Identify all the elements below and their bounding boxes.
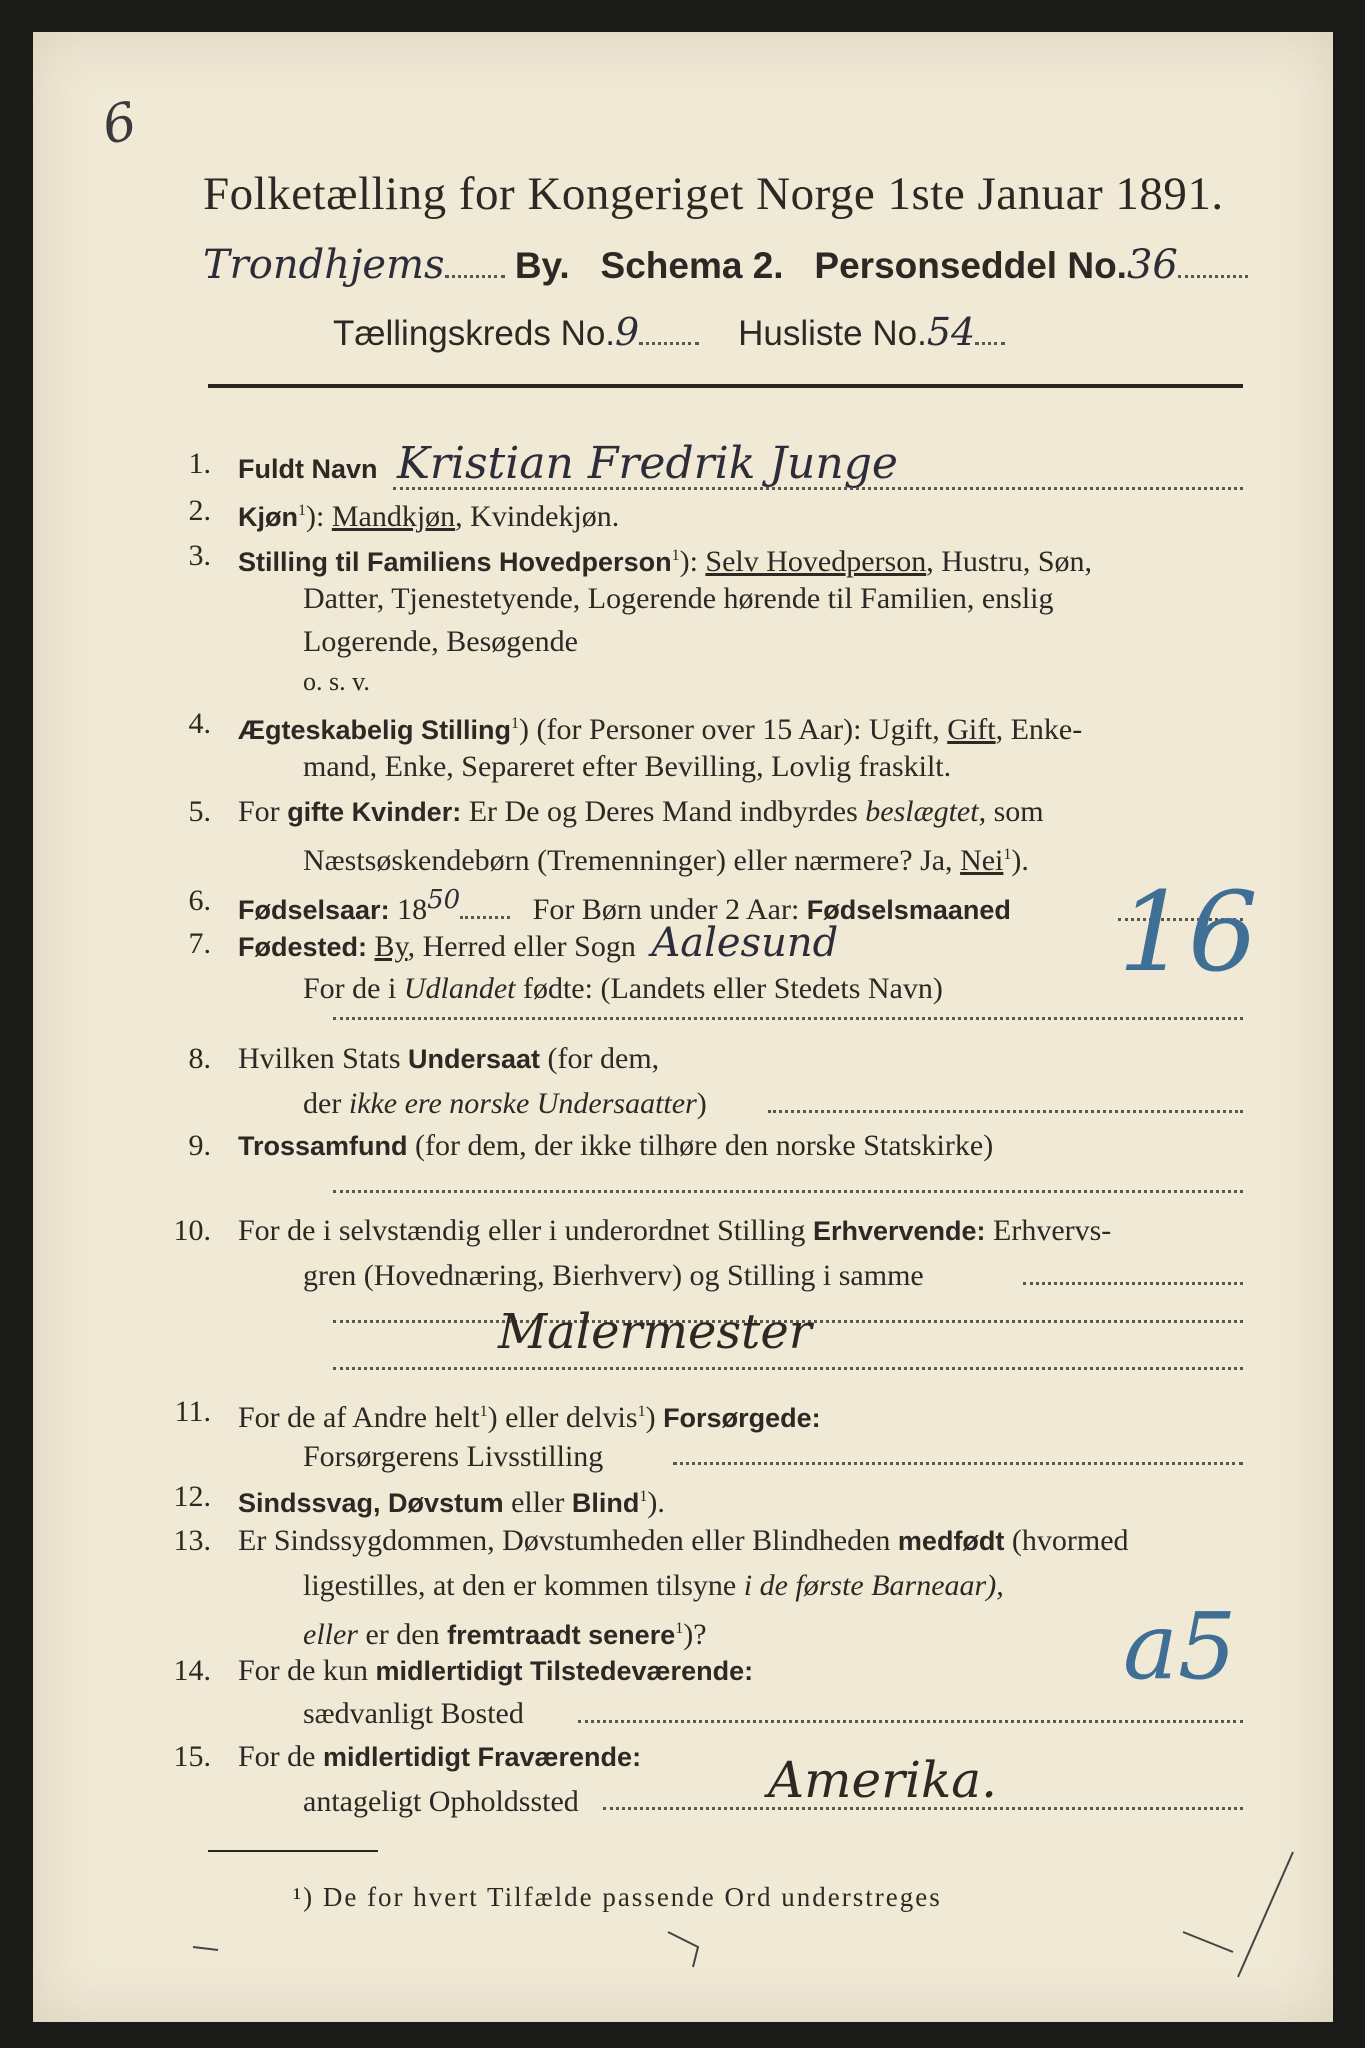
item-2-kjon: Kjøn$^1$): Mandkjøn, Kvindekjøn. (238, 500, 620, 533)
margin-code-a5: a5 (1123, 1593, 1237, 1700)
personseddel-label: Personseddel No. (814, 245, 1127, 286)
kreds-number: 9 (615, 310, 640, 354)
item-label: Ægteskabelig Stilling (238, 715, 512, 745)
item-label: Fuldt Navn (238, 454, 378, 484)
item-6-fodselsaar: Fødselsaar: 1850 For Børn under 2 Aar: Fødselsmaaned (238, 885, 1011, 926)
item-number: 9. (188, 1129, 211, 1162)
item-11-forsorgede: For de af Andre helt$^1$) eller delvis$^1$) Forsørgede: (238, 1401, 821, 1434)
item-15-fravaerende: For de midlertidigt Fraværende: (238, 1740, 642, 1773)
item-label: Forsørgede: (663, 1403, 821, 1433)
item-5-line-2: Næstsøskendebørn (Tremenninger) eller nærmere? Ja, Nei$^1$). (303, 844, 1029, 877)
item-15-line-2: antageligt Opholdssted (303, 1785, 579, 1818)
item-9-trossamfund: Trossamfund (for dem, der ikke tilhøre den norske Statskirke) (238, 1129, 994, 1162)
city-handwritten: Trondhjems (203, 242, 445, 288)
item-13-line-3: eller er den fremtraadt senere$^1$)? (303, 1618, 707, 1651)
abroad-answer: Amerika. (768, 1751, 998, 1809)
item-label: midlertidigt Fraværende: (323, 1742, 642, 1772)
item-number: 10. (173, 1214, 211, 1247)
item-number: 8. (188, 1042, 211, 1075)
item-14-tilstedevaerende: For de kun midlertidigt Tilstedeværende: (238, 1654, 754, 1687)
item-number: 5. (188, 795, 211, 828)
by-label: By. (514, 245, 570, 286)
item-13-medfodt: Er Sindssygdommen, Døvstumheden eller Blindheden medfødt (hvormed (238, 1524, 1129, 1557)
birthplace-answer: Aalesund (651, 920, 839, 966)
form-title: Folketælling for Kongeriget Norge 1ste Januar 1891. (203, 168, 1224, 220)
item-label: Stilling til Familiens Hovedperson (238, 547, 672, 577)
census-form (33, 32, 1333, 2022)
item-number: 12. (173, 1480, 211, 1513)
item-label: Fødested: (238, 932, 368, 962)
aegteskab-selected-option: Gift (947, 713, 996, 746)
item-number: 14. (173, 1654, 211, 1687)
schema-label: Schema 2. (600, 245, 784, 286)
item-3-line-2: Datter, Tjenestetyende, Logerende hørende til Familien, enslig (303, 582, 1054, 615)
item-13-line-2: ligestilles, at den er kommen tilsyne i de første Barneaar), (303, 1569, 1004, 1602)
item-label: Erhvervende: (812, 1216, 986, 1246)
fodested-selected-option: By (374, 930, 408, 963)
birth-year-handwritten: 50 (427, 885, 461, 915)
item-number: 4. (188, 707, 211, 740)
item-number: 3. (188, 539, 211, 572)
item-7-fodested: Fødested: By, Herred eller Sogn Aalesund (238, 920, 839, 966)
item-number: 13. (173, 1524, 211, 1557)
item-number: 15. (173, 1740, 211, 1773)
item-label: Trossamfund (238, 1131, 408, 1161)
item-label: Kjøn (238, 502, 298, 532)
item-11-line-2: Forsørgerens Livsstilling (303, 1440, 604, 1473)
item-8-line-2: der ikke ere norske Undersaatter) (303, 1087, 707, 1120)
item-4-line-2: mand, Enke, Separeret efter Bevilling, Lovlig fraskilt. (303, 750, 952, 783)
item-10-line-2: gren (Hovednæring, Bierhverv) og Stilling i samme (303, 1259, 924, 1292)
item-number: 7. (188, 927, 211, 960)
kreds-label: Tællingskreds No. (333, 314, 616, 353)
pencil-marks (33, 32, 1333, 2022)
item-number: 2. (188, 494, 211, 527)
item-10-erhverv: For de i selvstændig eller i underordnet Stilling Erhvervende: Erhvervs- (238, 1214, 1112, 1247)
item-8-undersaat: Hvilken Stats Undersaat (for dem, (238, 1042, 660, 1075)
name-answer: Kristian Fredrik Junge (397, 438, 898, 489)
husliste-number: 54 (926, 310, 976, 354)
item-12-sindssvag: Sindssvag, Døvstum eller Blind$^1$). (238, 1486, 665, 1519)
item-label: medfødt (897, 1526, 1005, 1556)
item-label: midlertidigt Tilstedeværende: (375, 1656, 754, 1686)
personseddel-number: 36 (1126, 242, 1178, 288)
footnote: ¹) De for hvert Tilfælde passende Ord understreges (293, 1882, 942, 1912)
item-3-line-3: Logerende, Besøgende (303, 625, 578, 658)
occupation-answer: Malermester (498, 1304, 812, 1360)
husliste-label: Husliste No. (738, 314, 927, 353)
stilling-selected-option: Selv Hovedperson (705, 545, 927, 578)
item-number: 1. (188, 447, 211, 480)
item-label: Undersaat (408, 1044, 541, 1074)
item-5-gifte-kvinder: For gifte Kvinder: Er De og Deres Mand indbyrdes beslægtet, som (238, 795, 1044, 828)
item-number: 11. (174, 1395, 211, 1428)
item-label: Sindssvag, Døvstum (238, 1488, 504, 1518)
item-3-line-4: o. s. v. (303, 667, 370, 696)
corner-page-mark: 6 (97, 91, 142, 157)
item-14-line-2: sædvanligt Bosted (303, 1697, 524, 1730)
item-label: Fødselsaar: (238, 895, 390, 925)
item-4-aegteskab: Ægteskabelig Stilling$^1$) (for Personer over 15 Aar): Ugift, Gift, Enke- (238, 713, 1083, 746)
item-label: gifte Kvinder: (287, 797, 462, 827)
item-3-stilling: Stilling til Familiens Hovedperson$^1$): Selv Hovedperson, Hustru, Søn, (238, 545, 1093, 578)
beslaegtet-selected-option: Nei (960, 844, 1004, 877)
margin-code-16: 16 (1118, 868, 1258, 996)
kjon-selected-option: Mandkjøn (331, 500, 456, 533)
item-7-line-2: For de i Udlandet fødte: (Landets eller Stedets Navn) (303, 972, 943, 1005)
item-number: 6. (188, 884, 211, 917)
